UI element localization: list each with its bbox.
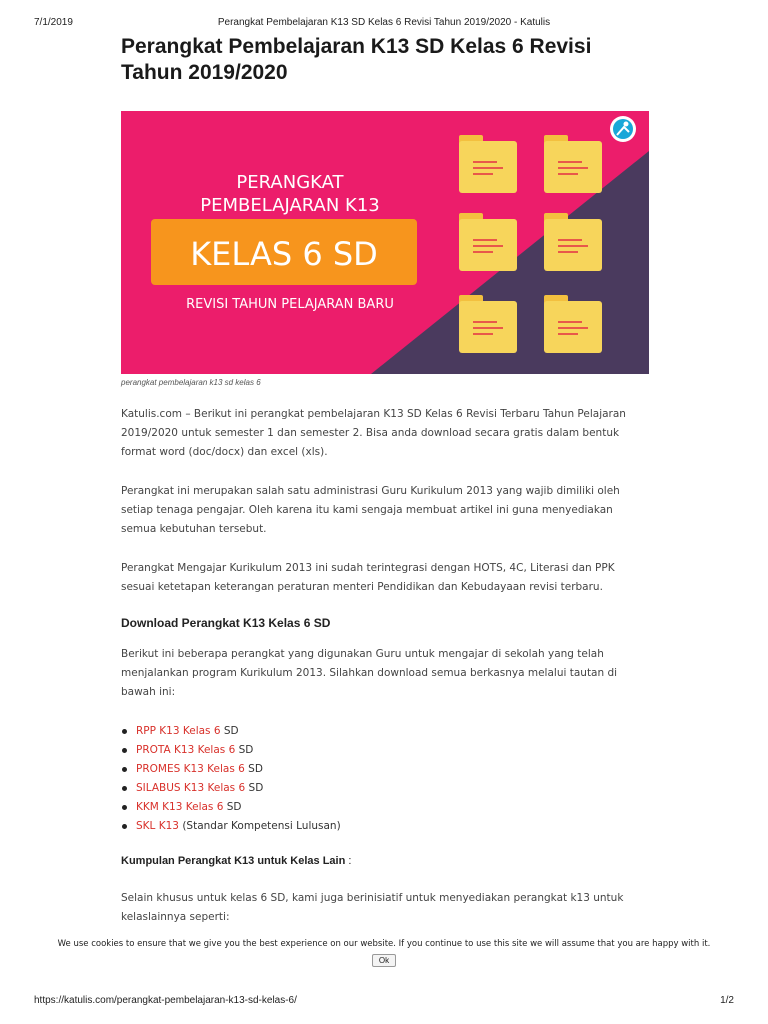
- page-number: 1/2: [720, 995, 734, 1006]
- print-url: https://katulis.com/perangkat-pembelajaran-k13-sd-kelas-6/: [34, 995, 297, 1006]
- print-footer: [34, 995, 734, 1009]
- download-link-promes[interactable]: PROMES K13 Kelas 6: [136, 763, 245, 775]
- print-document-title: Perangkat Pembelajaran K13 SD Kelas 6 Revisi Tahun 2019/2020 - Katulis: [217, 17, 551, 28]
- download-link-kkm[interactable]: KKM K13 Kelas 6: [136, 801, 224, 813]
- hero-badge-text: KELAS 6 SD: [190, 235, 378, 273]
- paragraph: Perangkat ini merupakan salah satu administrasi Guru Kurikulum 2013 yang wajib dimiliki oleh setiap tenaga pengajar. Oleh karena itu kami sengaja membuat artikel ini guna menyediakan semua kebutuhan tersebut.: [121, 485, 620, 535]
- list-item-suffix: SD: [245, 782, 264, 794]
- download-list: [121, 722, 341, 836]
- folder-icon-2: [544, 135, 602, 193]
- hero-line1: PERANGKAT: [236, 172, 344, 193]
- hero-graphic: [121, 111, 649, 374]
- list-item-suffix: SD: [223, 801, 242, 813]
- hero-line2: PEMBELAJARAN K13: [200, 195, 380, 216]
- list-item: [121, 817, 341, 836]
- bullet-icon: [122, 824, 127, 829]
- image-caption: perangkat pembelajaran k13 sd kelas 6: [121, 378, 261, 387]
- other-classes-heading: [121, 855, 351, 867]
- print-date: 7/1/2019: [34, 17, 73, 28]
- other-classes-intro: [121, 889, 649, 927]
- print-header: [34, 17, 734, 31]
- page-title: Perangkat Pembelajaran K13 SD Kelas 6 Revisi Tahun 2019/2020: [121, 35, 592, 84]
- bullet-icon: [122, 786, 127, 791]
- download-link-skl[interactable]: SKL K13: [136, 820, 179, 832]
- list-item: [121, 741, 341, 760]
- paragraph-administration: [121, 482, 649, 539]
- cookie-message: We use cookies to ensure that we give you the best experience on our website. If you continue to use this site we will assume that you are happy with it.: [57, 939, 711, 949]
- paragraph: Katulis.com – Berikut ini perangkat pembelajaran K13 SD Kelas 6 Revisi Terbaru Tahun Pelajaran 2019/2020 untuk semester 1 dan semester 2. Bisa anda download secara gratis dalam bentuk format word (doc/docx) dan excel (xls).: [121, 408, 626, 458]
- logo-icon: [610, 116, 636, 142]
- paragraph: Selain khusus untuk kelas 6 SD, kami juga berinisiatif untuk menyediakan perangkat k13 untuk kelaslainnya seperti:: [121, 892, 624, 923]
- paragraph-integration: [121, 559, 649, 597]
- list-item-suffix: SD: [220, 725, 239, 737]
- download-intro: [121, 645, 649, 702]
- cookie-banner: [0, 935, 768, 987]
- paragraph: Berikut ini beberapa perangkat yang digunakan Guru untuk mengajar di sekolah yang telah menjalankan program Kurikulum 2013. Silahkan download semua berkasnya melalui tautan di bawah ini:: [121, 648, 618, 698]
- bullet-icon: [122, 767, 127, 772]
- bullet-icon: [122, 805, 127, 810]
- folder-icon-1: [459, 135, 517, 193]
- list-item-suffix: (Standar Kompetensi Lulusan): [178, 820, 341, 832]
- download-link-prota[interactable]: PROTA K13 Kelas 6: [136, 744, 236, 756]
- paragraph: Perangkat Mengajar Kurikulum 2013 ini sudah terintegrasi dengan HOTS, 4C, Literasi dan PPK sesuai ketetapan keterangan peraturan menteri Pendidikan dan Kebudayaan revisi terbaru.: [121, 562, 615, 593]
- list-item-suffix: SD: [235, 744, 254, 756]
- download-heading: Download Perangkat K13 Kelas 6 SD: [121, 616, 331, 630]
- list-item: [121, 779, 341, 798]
- list-item-suffix: SD: [244, 763, 263, 775]
- other-classes-heading-suffix: :: [345, 855, 352, 867]
- list-item: [121, 722, 341, 741]
- cookie-ok-button[interactable]: Ok: [372, 954, 396, 967]
- list-item: [121, 760, 341, 779]
- article-header: [121, 34, 649, 86]
- paragraph-intro: [121, 405, 649, 462]
- folder-icon-5: [459, 295, 517, 353]
- hero-line3: REVISI TAHUN PELAJARAN BARU: [186, 297, 394, 312]
- folder-icon-6: [544, 295, 602, 353]
- download-link-rpp[interactable]: RPP K13 Kelas 6: [136, 725, 221, 737]
- bullet-icon: [122, 729, 127, 734]
- download-link-silabus[interactable]: SILABUS K13 Kelas 6: [136, 782, 246, 794]
- bullet-icon: [122, 748, 127, 753]
- list-item: [121, 798, 341, 817]
- hero-image: [121, 111, 649, 374]
- folder-icon-4: [544, 213, 602, 271]
- folder-icon-3: [459, 213, 517, 271]
- other-classes-heading-text: Kumpulan Perangkat K13 untuk Kelas Lain: [121, 855, 346, 867]
